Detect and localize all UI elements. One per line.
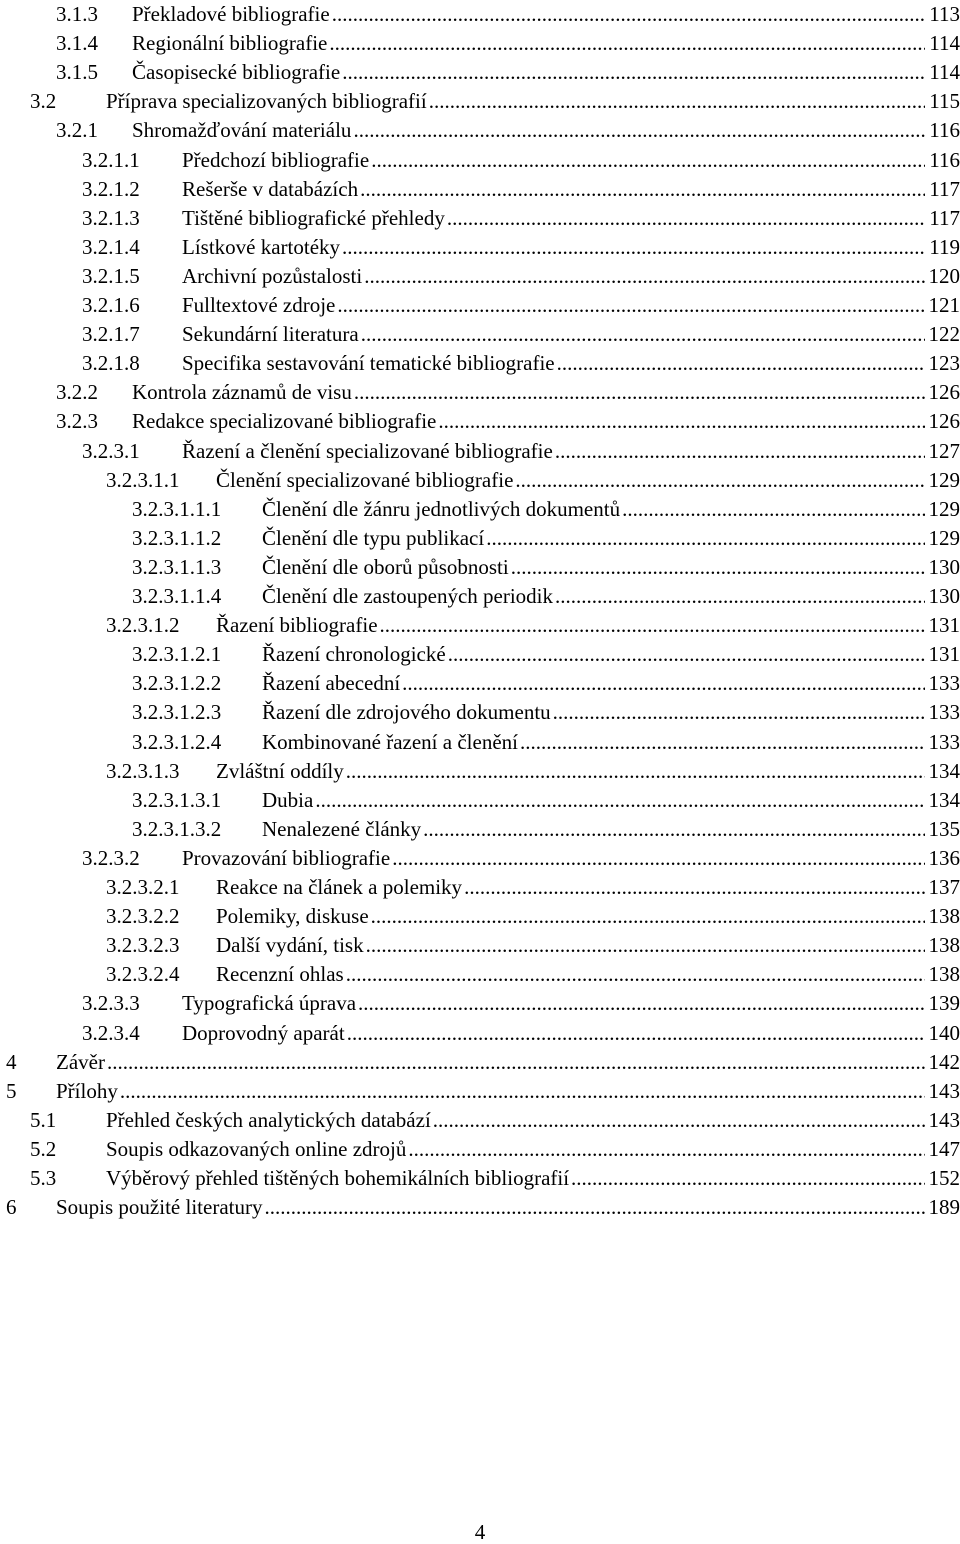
toc-entry-number: 3.2.3.1.2.4 [132, 728, 221, 756]
toc-entry-number: 3.2.3.2.2 [106, 902, 180, 930]
toc-entry[interactable] [0, 175, 960, 204]
toc-entry[interactable] [0, 524, 960, 553]
toc-entry-title: Předchozí bibliografie [182, 146, 369, 174]
toc-entry-page: 119 [925, 233, 960, 261]
dot-leader [313, 786, 924, 814]
toc-entry-number: 3.2.3.1.2.1 [132, 640, 221, 668]
toc-entry-number: 3.2.3.1.1.2 [132, 524, 221, 552]
toc-entry-title: Řazení a členění specializované bibliografie [182, 437, 553, 465]
toc-entry-title: Řazení dle zdrojového dokumentu [262, 698, 551, 726]
toc-entry[interactable] [0, 1048, 960, 1077]
toc-entry-page: 135 [925, 815, 960, 843]
dot-leader [118, 1077, 925, 1105]
toc-entry-page: 122 [925, 320, 960, 348]
toc-entry-page: 136 [925, 844, 960, 872]
toc-entry-page: 133 [925, 728, 960, 756]
dot-leader [340, 233, 925, 261]
toc-entry-number: 5.3 [30, 1164, 56, 1192]
dot-leader [356, 989, 924, 1017]
toc-entry-title: Přílohy [56, 1077, 118, 1105]
dot-leader [518, 728, 925, 756]
toc-entry-number: 3.2.1.5 [82, 262, 140, 290]
dot-leader [369, 902, 925, 930]
dot-leader [509, 553, 925, 581]
dot-leader [569, 1164, 924, 1192]
toc-entry[interactable] [0, 1164, 960, 1193]
toc-entry-page: 121 [925, 291, 960, 319]
toc-entry[interactable] [0, 582, 960, 611]
toc-entry-title: Recenzní ohlas [216, 960, 344, 988]
toc-entry-page: 142 [925, 1048, 960, 1076]
toc-entry-page: 143 [925, 1077, 960, 1105]
toc-entry-title: Řazení chronologické [262, 640, 446, 668]
toc-entry-title: Závěr [56, 1048, 105, 1076]
toc-entry-page: 137 [925, 873, 960, 901]
toc-entry[interactable] [0, 58, 960, 87]
toc-entry-page: 117 [925, 204, 960, 232]
toc-entry-page: 116 [925, 146, 960, 174]
toc-entry-number: 3.2.1.6 [82, 291, 140, 319]
toc-entry-number: 3.2.3.4 [82, 1019, 140, 1047]
toc-entry-number: 3.2.3.1.1.1 [132, 495, 221, 523]
toc-entry-page: 126 [925, 378, 960, 406]
toc-entry[interactable] [0, 960, 960, 989]
toc-entry-page: 138 [925, 960, 960, 988]
dot-leader [369, 146, 925, 174]
toc-entry-number: 4 [6, 1048, 17, 1076]
toc-entry-title: Soupis použité literatury [56, 1193, 262, 1221]
toc-entry-number: 3.2.3.1.2.3 [132, 698, 221, 726]
toc-entry-title: Rešerše v databázích [182, 175, 358, 203]
toc-entry[interactable] [0, 466, 960, 495]
toc-entry[interactable] [0, 146, 960, 175]
toc-entry[interactable] [0, 1106, 960, 1135]
toc-entry-page: 130 [925, 582, 960, 610]
toc-entry[interactable] [0, 204, 960, 233]
toc-entry[interactable] [0, 553, 960, 582]
toc-entry-title: Členění specializované bibliografie [216, 466, 513, 494]
dot-leader [551, 698, 925, 726]
toc-entry-title: Řazení abecední [262, 669, 400, 697]
toc-entry[interactable] [0, 116, 960, 145]
toc-entry-number: 3.2.3.1.2.2 [132, 669, 221, 697]
toc-entry[interactable] [0, 0, 960, 29]
toc-entry-page: 114 [925, 58, 960, 86]
toc-entry-page: 131 [925, 611, 960, 639]
toc-entry-number: 5 [6, 1077, 17, 1105]
toc-entry[interactable] [0, 1193, 960, 1222]
toc-entry[interactable] [0, 786, 960, 815]
toc-entry-title: Redakce specializované bibliografie [132, 407, 436, 435]
toc-entry-number: 3.2.3.2.4 [106, 960, 180, 988]
dot-leader [436, 407, 924, 435]
dot-leader [446, 640, 925, 668]
toc-entry-title: Reakce na článek a polemiky [216, 873, 462, 901]
toc-entry[interactable] [0, 349, 960, 378]
dot-leader [345, 1019, 925, 1047]
toc-entry-page: 129 [925, 495, 960, 523]
toc-entry-number: 3.2.1.3 [82, 204, 140, 232]
toc-entry[interactable] [0, 698, 960, 727]
toc-entry-number: 3.1.4 [56, 29, 98, 57]
dot-leader [421, 815, 924, 843]
dot-leader [378, 611, 925, 639]
dot-leader [553, 437, 925, 465]
dot-leader [555, 349, 925, 377]
toc-entry[interactable] [0, 1077, 960, 1106]
toc-entry-page: 126 [925, 407, 960, 435]
toc-entry-number: 5.2 [30, 1135, 56, 1163]
toc-entry-page: 129 [925, 524, 960, 552]
toc-entry[interactable] [0, 728, 960, 757]
toc-entry-page: 131 [925, 640, 960, 668]
toc-entry-page: 143 [925, 1106, 960, 1134]
dot-leader [330, 0, 926, 28]
toc-entry-title: Zvláštní oddíly [216, 757, 344, 785]
toc-entry-page: 113 [925, 0, 960, 28]
dot-leader [340, 58, 925, 86]
toc-entry-number: 3.2.1.1 [82, 146, 140, 174]
toc-entry-page: 133 [925, 669, 960, 697]
toc-entry-title: Výběrový přehled tištěných bohemikálních bibliografií [106, 1164, 569, 1192]
toc-entry-number: 3.2.1.2 [82, 175, 140, 203]
toc-entry-page: 114 [925, 29, 960, 57]
toc-entry-page: 134 [925, 757, 960, 785]
toc-entry-number: 3.2.3.1.1.3 [132, 553, 221, 581]
toc-entry[interactable] [0, 669, 960, 698]
toc-entry[interactable] [0, 320, 960, 349]
dot-leader [358, 175, 925, 203]
toc-entry-number: 3.2.2 [56, 378, 98, 406]
dot-leader [352, 378, 925, 406]
toc-entry-title: Kontrola záznamů de visu [132, 378, 352, 406]
toc-entry-page: 138 [925, 931, 960, 959]
dot-leader [484, 524, 924, 552]
toc-entry-title: Řazení bibliografie [216, 611, 378, 639]
toc-entry-title: Specifika sestavování tematické bibliografie [182, 349, 555, 377]
dot-leader [400, 669, 924, 697]
dot-leader [344, 960, 925, 988]
toc-entry-number: 3.2.3.1.3.2 [132, 815, 221, 843]
toc-entry-page: 123 [925, 349, 960, 377]
dot-leader [335, 291, 924, 319]
toc-entry-title: Fulltextové zdroje [182, 291, 335, 319]
toc-entry[interactable] [0, 640, 960, 669]
toc-entry-number: 3.1.5 [56, 58, 98, 86]
dot-leader [364, 931, 925, 959]
toc-entry[interactable] [0, 1135, 960, 1164]
toc-entry-number: 3.2.1.7 [82, 320, 140, 348]
toc-entry[interactable] [0, 873, 960, 902]
toc-entry-title: Shromažďování materiálu [132, 116, 351, 144]
dot-leader [445, 204, 925, 232]
dot-leader [462, 873, 924, 901]
toc-entry-title: Další vydání, tisk [216, 931, 364, 959]
toc-entry-number: 3.2.3.1.3.1 [132, 786, 221, 814]
dot-leader [351, 116, 925, 144]
toc-entry-number: 3.2.3.1.1 [106, 466, 180, 494]
dot-leader [553, 582, 925, 610]
toc-entry-title: Příprava specializovaných bibliografií [106, 87, 427, 115]
dot-leader [620, 495, 924, 523]
dot-leader [105, 1048, 925, 1076]
toc-entry-title: Sekundární literatura [182, 320, 359, 348]
toc-entry-title: Členění dle typu publikací [262, 524, 484, 552]
toc-entry-title: Typografická úprava [182, 989, 356, 1017]
toc-entry-page: 189 [925, 1193, 960, 1221]
toc-entry-title: Členění dle oborů působnosti [262, 553, 509, 581]
toc-entry[interactable] [0, 844, 960, 873]
toc-entry-title: Kombinované řazení a členění [262, 728, 518, 756]
toc-entry-number: 3.2.3.1 [82, 437, 140, 465]
toc-entry-page: 140 [925, 1019, 960, 1047]
toc-entry-number: 3.2.3.1.1.4 [132, 582, 221, 610]
toc-entry[interactable] [0, 437, 960, 466]
toc-entry-title: Přehled českých analytických databází [106, 1106, 431, 1134]
toc-entry-number: 5.1 [30, 1106, 56, 1134]
toc-entry-number: 3.1.3 [56, 0, 98, 28]
toc-entry-title: Lístkové kartotéky [182, 233, 340, 261]
toc-entry-title: Tištěné bibliografické přehledy [182, 204, 445, 232]
toc-entry[interactable] [0, 931, 960, 960]
toc-entry-page: 152 [925, 1164, 960, 1192]
toc-entry-title: Regionální bibliografie [132, 29, 327, 57]
toc-entry[interactable] [0, 29, 960, 58]
toc-entry-title: Členění dle zastoupených periodik [262, 582, 553, 610]
toc-entry-number: 3.2.3.2.1 [106, 873, 180, 901]
toc-entry-title: Členění dle žánru jednotlivých dokumentů [262, 495, 620, 523]
toc-entry-title: Polemiky, diskuse [216, 902, 369, 930]
toc-entry-page: 127 [925, 437, 960, 465]
toc-entry-title: Časopisecké bibliografie [132, 58, 340, 86]
dot-leader [262, 1193, 924, 1221]
toc-entry[interactable] [0, 1019, 960, 1048]
toc-entry-page: 139 [925, 989, 960, 1017]
toc-entry-number: 3.2.3.1.3 [106, 757, 180, 785]
toc-entry-number: 3.2.3.1.2 [106, 611, 180, 639]
toc-entry[interactable] [0, 495, 960, 524]
toc-entry-page: 147 [925, 1135, 960, 1163]
toc-entry-number: 3.2.3 [56, 407, 98, 435]
dot-leader [390, 844, 924, 872]
toc-entry[interactable] [0, 87, 960, 116]
toc-entry-number: 3.2.1 [56, 116, 98, 144]
toc-entry-title: Nenalezené články [262, 815, 421, 843]
toc-entry-title: Dubia [262, 786, 313, 814]
toc-entry[interactable] [0, 233, 960, 262]
toc-entry-page: 115 [925, 87, 960, 115]
toc-entry-number: 3.2.3.3 [82, 989, 140, 1017]
dot-leader [513, 466, 924, 494]
toc-entry-title: Soupis odkazovaných online zdrojů [106, 1135, 406, 1163]
toc-entry-number: 3.2.3.2.3 [106, 931, 180, 959]
dot-leader [362, 262, 924, 290]
toc-entry-page: 138 [925, 902, 960, 930]
toc-entry[interactable] [0, 989, 960, 1018]
toc-entry-number: 3.2 [30, 87, 56, 115]
toc-entry[interactable] [0, 262, 960, 291]
toc-entry[interactable] [0, 902, 960, 931]
toc-entry-title: Archivní pozůstalosti [182, 262, 362, 290]
toc-entry-number: 3.2.1.4 [82, 233, 140, 261]
toc-entry-title: Doprovodný aparát [182, 1019, 345, 1047]
dot-leader [344, 757, 925, 785]
toc-entry-page: 130 [925, 553, 960, 581]
toc-entry[interactable] [0, 407, 960, 436]
toc-entry-number: 3.2.1.8 [82, 349, 140, 377]
dot-leader [327, 29, 925, 57]
toc-entry[interactable] [0, 611, 960, 640]
toc-entry-page: 120 [925, 262, 960, 290]
toc-entry[interactable] [0, 757, 960, 786]
dot-leader [359, 320, 925, 348]
toc-entry-page: 117 [925, 175, 960, 203]
page-number: 4 [0, 1520, 960, 1544]
dot-leader [431, 1106, 925, 1134]
toc-entry-title: Překladové bibliografie [132, 0, 330, 28]
toc-entry[interactable] [0, 378, 960, 407]
dot-leader [427, 87, 926, 115]
toc-entry-page: 134 [925, 786, 960, 814]
toc-entry-number: 3.2.3.2 [82, 844, 140, 872]
toc-entry[interactable] [0, 815, 960, 844]
toc-entry-title: Provazování bibliografie [182, 844, 390, 872]
toc-entry[interactable] [0, 291, 960, 320]
dot-leader [406, 1135, 924, 1163]
toc-entry-page: 133 [925, 698, 960, 726]
toc-entry-page: 129 [925, 466, 960, 494]
toc-entry-number: 6 [6, 1193, 17, 1221]
toc-entry-page: 116 [925, 116, 960, 144]
